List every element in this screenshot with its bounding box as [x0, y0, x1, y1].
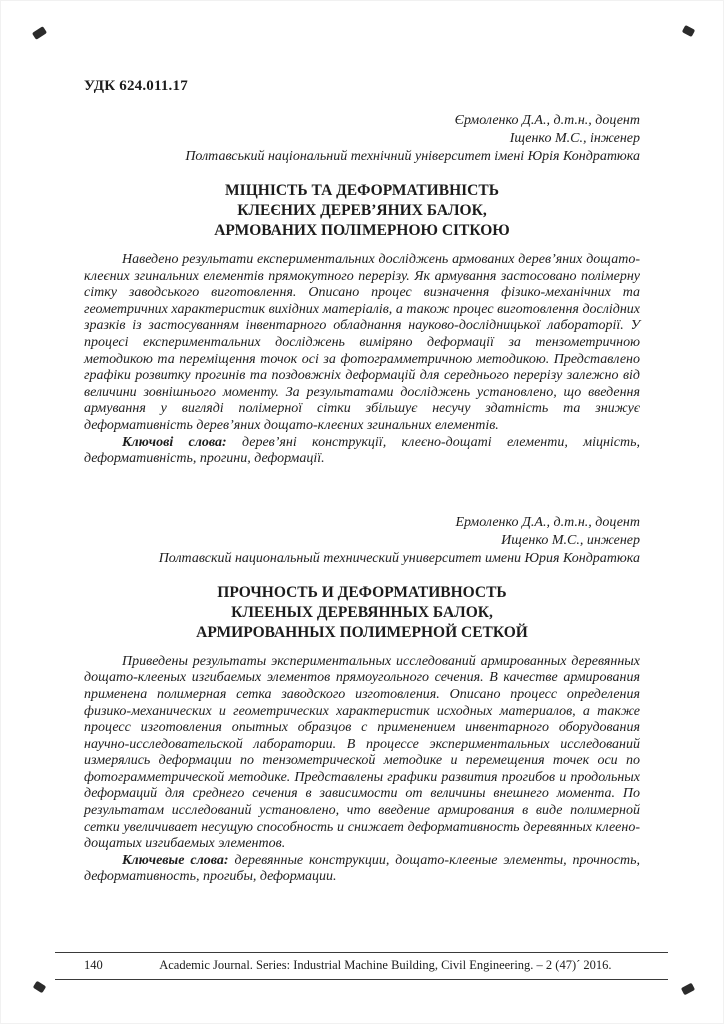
keywords-text: деревянные конструкции, дощато-клееные элементы, прочность, деформативность, прогибы, деформации. [84, 852, 640, 885]
author-line: Єрмоленко Д.А., д.т.н., доцент [454, 113, 640, 128]
title-line: АРМИРОВАННЫХ ПОЛИМЕРНОЙ СЕТКОЙ [196, 623, 528, 641]
article-title-ru [84, 583, 640, 643]
scan-corner-mark [33, 981, 47, 994]
title-line: МІЦНІСТЬ ТА ДЕФОРМАТИВНІСТЬ [225, 182, 499, 199]
keywords-paragraph-uk [84, 435, 640, 468]
scan-corner-mark [682, 25, 695, 37]
scan-corner-mark [681, 983, 695, 996]
title-line: КЛЕЕНЫХ ДЕРЕВЯННЫХ БАЛОК, [231, 603, 493, 621]
affiliation-line: Полтавский национальный технический университет имени Юрия Кондратюка [158, 550, 640, 566]
footer-rule-bottom [55, 979, 668, 980]
abstract-paragraph-uk: Наведено результати експериментальних досліджень армованих дерев’яних дощато-клеєних згинальних елементів прямокутного перерізу. Як армування застосовано полімерну сітку заводського виготовлення. Описано процес визначення фізико-механічних та геометричних характеристик вихідних матеріалів, а також процес виготовлення дослідних зразків із застосуванням інвентарного обладнання науково-дослідницької лабораторії. У процесі експериментальних досліджень виміряно деформації за тензометричною методикою та переміщення точок осі за фотограмметричною методикою. Представлено графіки розвитку прогинів та поздовжніх деформацій для середнього перерізу залежно від величини зовнішнього моменту. За результатами досліджень установлено, що введення армування у вигляді полімерної сітки збільшує несучу здатність та знижує деформативність дерев’яних дощато-клеєних згинальних елементів. [84, 252, 640, 433]
article-section-ru [84, 514, 640, 886]
footer-row [55, 953, 668, 979]
page-number: 140 [84, 958, 103, 972]
author-line: Іщенко М.С., інженер [509, 131, 640, 146]
page-footer [55, 952, 668, 980]
author-line: Ищенко М.С., инженер [501, 532, 640, 548]
keywords-label: Ключові слова: [122, 434, 227, 450]
affiliation-line: Полтавський національний технічний університет імені Юрія Кондратюка [185, 149, 640, 164]
keywords-text: дерев’яні конструкції, клеєно-дощаті елементи, міцність, деформативність, прогини, деформації. [84, 434, 640, 467]
article-section-uk [84, 112, 640, 468]
title-line: ПРОЧНОСТЬ И ДЕФОРМАТИВНОСТЬ [217, 583, 507, 601]
title-line: АРМОВАНИХ ПОЛІМЕРНОЮ СІТКОЮ [214, 222, 510, 239]
title-line: КЛЕЄНИХ ДЕРЕВ’ЯНИХ БАЛОК, [237, 202, 487, 219]
scan-corner-mark [32, 26, 47, 40]
page-content [84, 78, 640, 886]
article-title-uk [84, 181, 640, 241]
authors-block-ru [84, 514, 640, 568]
authors-block-uk [84, 112, 640, 166]
keywords-paragraph-ru [84, 853, 640, 886]
udc-code: УДК 624.011.17 [84, 78, 188, 94]
keywords-label: Ключевые слова: [122, 852, 229, 868]
journal-citation: Academic Journal. Series: Industrial Machine Building, Civil Engineering. – 2 (47)´ 2016. [159, 958, 612, 972]
abstract-paragraph-ru: Приведены результаты экспериментальных исследований армированных деревянных дощато-клееных изгибаемых элементов прямоугольного сечения. В качестве армирования применена полимерная сетка заводского изготовления. Описано процесс определения физико-механических и геометрических характеристик исходных материалов, а также процесс изготовления опытных образцов с применением инвентарного оборудования научно-исследовательской лаборатории. В процессе экспериментальных исследований измерялись деформации по тензометрической методике и перемещения точек оси по фотограмметрической методике. Представлены графики развития прогибов и продольных деформаций для среднего сечения в зависимости от величины внешнего момента. По результатам исследований установлено, что введение армирования в виде полимерной сетки увеличивает несущую способность и снижает деформативность деревянных клеено-дощатых изгибаемых элементов. [84, 653, 640, 852]
author-line: Ермоленко Д.А., д.т.н., доцент [455, 514, 640, 530]
